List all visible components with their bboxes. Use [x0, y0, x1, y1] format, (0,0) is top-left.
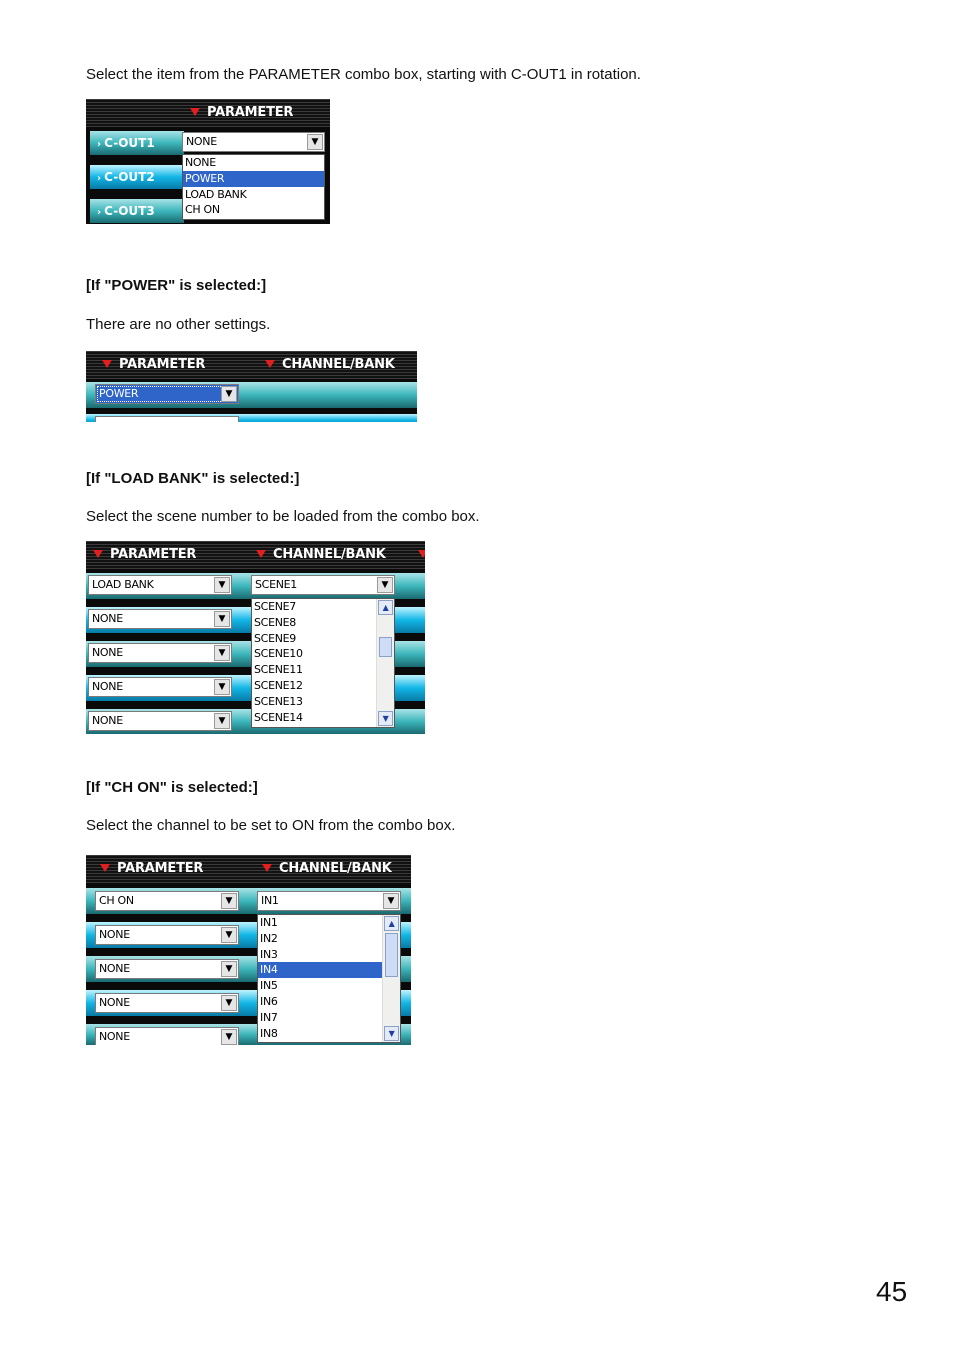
- list-item[interactable]: NONE: [185, 156, 216, 169]
- list-item[interactable]: LOAD BANK: [185, 187, 247, 201]
- parameter-combo[interactable]: NONE ▼: [95, 925, 239, 945]
- panel-header: [86, 99, 330, 127]
- channel-bank-header: CHANNEL/BANK: [262, 861, 392, 876]
- list-item-highlighted[interactable]: POWER: [183, 171, 324, 187]
- scroll-up-icon[interactable]: ▲: [384, 916, 399, 931]
- list-item-highlighted[interactable]: IN4: [258, 962, 383, 978]
- output-label-c-out1: › C-OUT1: [97, 136, 155, 150]
- parameter-combo[interactable]: POWER ▼: [95, 384, 239, 404]
- dropdown-arrow-icon[interactable]: ▼: [214, 577, 230, 593]
- parameter-combo[interactable]: NONE ▼: [95, 1027, 239, 1045]
- scrollbar-thumb[interactable]: [379, 637, 392, 657]
- power-heading: [If "POWER" is selected:]: [86, 277, 267, 294]
- scene-options-list[interactable]: [251, 598, 395, 728]
- chon-heading: [If "CH ON" is selected:]: [86, 779, 258, 796]
- dropdown-arrow-icon[interactable]: ▼: [307, 134, 323, 150]
- dropdown-arrow-icon[interactable]: ▼: [221, 1029, 237, 1045]
- power-figure: [86, 351, 417, 422]
- loadbank-heading: [If "LOAD BANK" is selected:]: [86, 470, 300, 487]
- dropdown-arrow-icon[interactable]: ▼: [214, 611, 230, 627]
- output-label-c-out3: › C-OUT3: [97, 204, 155, 218]
- power-text: There are no other settings.: [86, 316, 271, 333]
- panel-header: [86, 351, 417, 379]
- list-item[interactable]: SCENE11: [254, 663, 303, 677]
- dropdown-arrow-icon[interactable]: ▼: [221, 927, 237, 943]
- parameter-combo[interactable]: NONE ▼: [95, 993, 239, 1013]
- dropdown-arrow-icon[interactable]: ▼: [214, 713, 230, 729]
- dropdown-arrow-icon[interactable]: ▼: [214, 679, 230, 695]
- list-item[interactable]: SCENE9: [254, 631, 296, 645]
- triangle-down-icon: [418, 547, 425, 562]
- triangle-down-icon: [256, 550, 266, 558]
- scrollbar[interactable]: [382, 915, 400, 1042]
- channel-bank-combo[interactable]: SCENE1 ▼: [251, 575, 395, 595]
- list-item[interactable]: IN3: [260, 947, 278, 961]
- dropdown-arrow-icon[interactable]: ▼: [221, 961, 237, 977]
- panel-header: [86, 541, 425, 569]
- channel-bank-header: CHANNEL/BANK: [256, 547, 386, 562]
- list-item[interactable]: SCENE14: [254, 710, 303, 724]
- list-item[interactable]: IN8: [260, 1026, 278, 1040]
- triangle-down-icon: [93, 550, 103, 558]
- list-item[interactable]: IN5: [260, 979, 278, 993]
- list-item[interactable]: CH ON: [185, 203, 220, 217]
- triangle-down-icon: [262, 864, 272, 872]
- channel-bank-combo[interactable]: IN1 ▼: [257, 891, 401, 911]
- chon-text: Select the channel to be set to ON from the combo box.: [86, 817, 456, 834]
- dropdown-arrow-icon[interactable]: ▼: [221, 386, 237, 402]
- list-item[interactable]: SCENE8: [254, 615, 296, 629]
- parameter-combo[interactable]: NONE ▼: [88, 609, 232, 629]
- channel-bank-header: CHANNEL/BANK: [265, 357, 395, 372]
- scrollbar-thumb[interactable]: [385, 933, 398, 977]
- parameter-dropdown-figure: [86, 99, 330, 224]
- parameter-combo[interactable]: NONE ▼: [88, 711, 232, 731]
- intro-text: Select the item from the PARAMETER combo box, starting with C-OUT1 in rotation.: [86, 66, 641, 83]
- list-item[interactable]: IN1: [260, 916, 278, 929]
- triangle-down-icon: [100, 864, 110, 872]
- chevron-right-icon: ›: [97, 173, 102, 184]
- list-item[interactable]: IN7: [260, 1010, 278, 1024]
- parameter-combo-c-out1[interactable]: NONE ▼: [182, 132, 325, 152]
- parameter-header: PARAMETER: [100, 861, 203, 876]
- scrollbar[interactable]: [376, 599, 394, 727]
- chevron-right-icon: ›: [97, 207, 102, 218]
- scroll-up-icon[interactable]: ▲: [378, 600, 393, 615]
- list-item[interactable]: SCENE13: [254, 694, 303, 708]
- list-item[interactable]: IN2: [260, 931, 278, 945]
- parameter-combo[interactable]: LOAD BANK ▼: [88, 575, 232, 595]
- parameter-header: PARAMETER: [102, 357, 205, 372]
- list-item[interactable]: SCENE12: [254, 678, 303, 692]
- list-item[interactable]: IN6: [260, 994, 278, 1008]
- list-item[interactable]: SCENE10: [254, 647, 303, 661]
- parameter-options-list[interactable]: [182, 154, 325, 220]
- dropdown-arrow-icon[interactable]: ▼: [383, 893, 399, 909]
- loadbank-figure: [86, 541, 425, 734]
- page-number: 45: [876, 1276, 908, 1307]
- parameter-combo[interactable]: CH ON ▼: [95, 891, 239, 911]
- parameter-combo[interactable]: NONE ▼: [95, 959, 239, 979]
- parameter-combo[interactable]: NONE ▼: [88, 677, 232, 697]
- chevron-right-icon: ›: [97, 139, 102, 150]
- dropdown-arrow-icon[interactable]: ▼: [377, 577, 393, 593]
- triangle-down-icon: [190, 108, 200, 116]
- channel-options-list[interactable]: [257, 914, 401, 1043]
- parameter-header: PARAMETER: [190, 105, 293, 120]
- dropdown-arrow-icon[interactable]: ▼: [214, 645, 230, 661]
- parameter-combo[interactable]: NONE ▼: [88, 643, 232, 663]
- dropdown-arrow-icon[interactable]: ▼: [221, 995, 237, 1011]
- dropdown-arrow-icon[interactable]: ▼: [221, 893, 237, 909]
- triangle-down-icon: [265, 360, 275, 368]
- scroll-down-icon[interactable]: ▼: [378, 711, 393, 726]
- loadbank-text: Select the scene number to be loaded from the combo box.: [86, 508, 480, 525]
- output-label-c-out2: › C-OUT2: [97, 170, 155, 184]
- scroll-down-icon[interactable]: ▼: [384, 1026, 399, 1041]
- parameter-combo[interactable]: [95, 416, 239, 422]
- list-item[interactable]: SCENE7: [254, 600, 296, 613]
- panel-header: [86, 855, 411, 883]
- triangle-down-icon: [102, 360, 112, 368]
- parameter-header: PARAMETER: [93, 547, 196, 562]
- chon-figure: [86, 855, 411, 1045]
